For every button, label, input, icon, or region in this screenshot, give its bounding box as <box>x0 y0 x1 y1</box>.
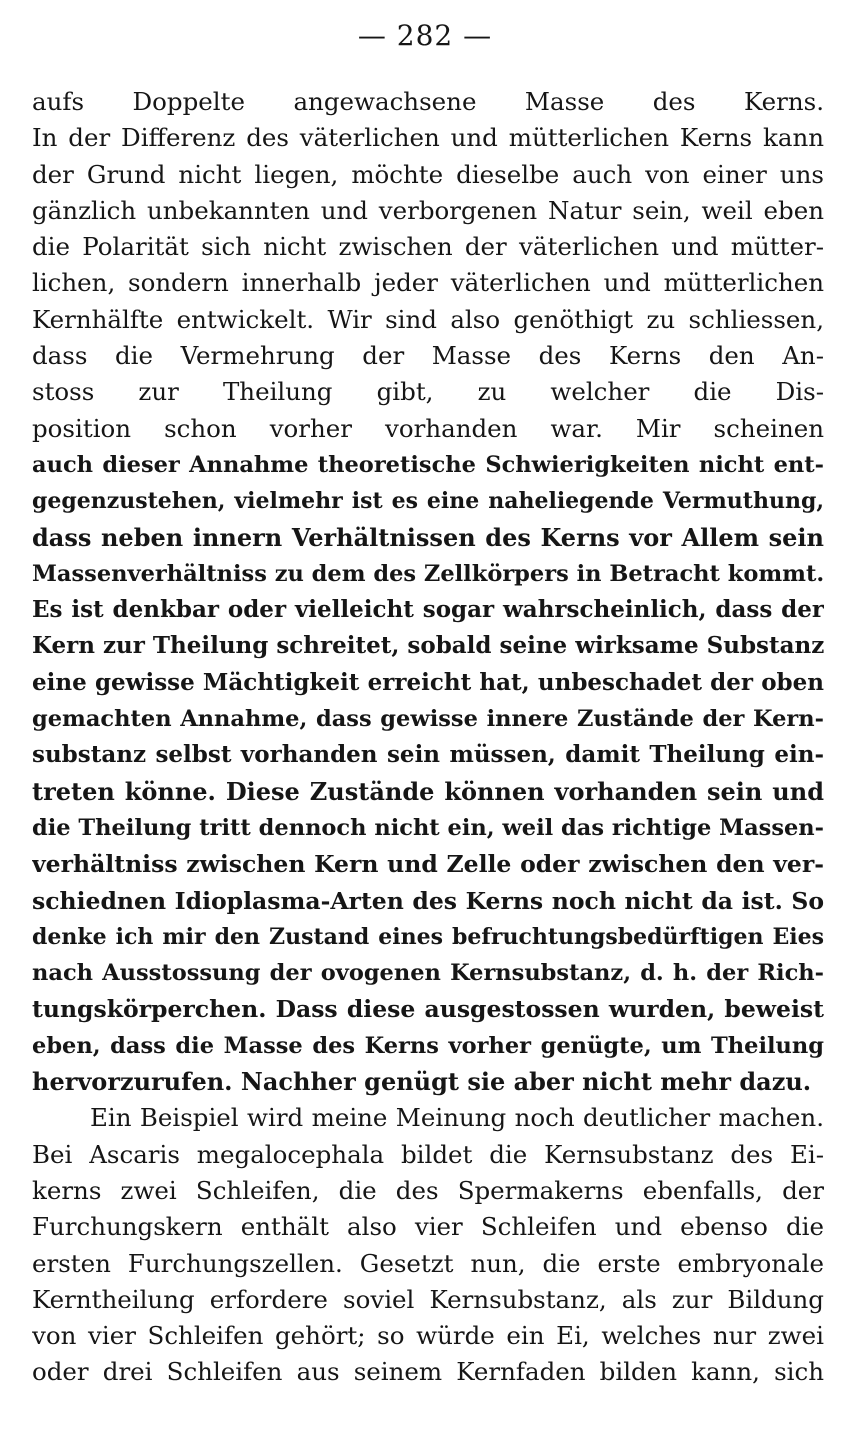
text-line: position schon vorher vorhanden war. Mir scheinen <box>32 413 824 443</box>
text-line: Es ist denkbar oder vielleicht sogar wahrscheinlich, dass der <box>32 596 824 624</box>
text-line: Massenverhältniss zu dem des Zellkörpers in Betracht kommt. <box>32 560 824 587</box>
text-line: Kerntheilung erfordere soviel Kernsubstanz, als zur Bildung <box>32 1284 824 1314</box>
text-line: Kern zur Theilung schreitet, sobald seine wirksame Substanz <box>32 632 824 660</box>
text-line: stoss zur Theilung gibt, zu welcher die Dis- <box>32 377 824 407</box>
text-line: Furchungskern enthält also vier Schleifen und ebenso die <box>32 1212 824 1242</box>
text-line: eine gewisse Mächtigkeit erreicht hat, unbeschadet der oben <box>32 668 824 696</box>
text-line: substanz selbst vorhanden sein müssen, damit Theilung ein- <box>32 741 824 769</box>
text-line: dass neben innern Verhältnissen des Kerns vor Allem sein <box>32 522 824 552</box>
text-line: hervorzurufen. Nachher genügt sie aber nicht mehr dazu. <box>32 1067 812 1097</box>
text-line: Ein Beispiel wird meine Meinung noch deutlicher machen. <box>90 1103 824 1133</box>
text-line: ersten Furchungszellen. Gesetzt nun, die erste embryonale <box>32 1248 824 1278</box>
text-line: eben, dass die Masse des Kerns vorher genügte, um Theilung <box>32 1032 824 1059</box>
text-line: dass die Vermehrung der Masse des Kerns den An- <box>32 341 824 371</box>
text-line: Bei Ascaris megalocephala bildet die Kernsubstanz des Ei- <box>32 1139 824 1169</box>
text-line: der Grund nicht liegen, möchte dieselbe auch von einer uns <box>32 159 824 189</box>
text-line: tungskörperchen. Dass diese ausgestossen wurden, beweist <box>32 995 824 1024</box>
text-line: Kernhälfte entwickelt. Wir sind also genöthigt zu schliessen, <box>32 304 824 334</box>
text-line: nach Ausstossung der ovogenen Kernsubstanz, d. h. der Rich- <box>32 960 824 987</box>
text-line: gänzlich unbekannten und verborgenen Natur sein, weil eben <box>32 195 824 225</box>
text-line: In der Differenz des väterlichen und mütterlichen Kerns kann <box>32 123 824 153</box>
text-line: kerns zwei Schleifen, die des Spermakerns ebenfalls, der <box>32 1175 824 1205</box>
text-line: schiednen Idioplasma-Arten des Kerns noch nicht da ist. So <box>32 886 824 915</box>
text-line: auch dieser Annahme theoretische Schwierigkeiten nicht ent- <box>32 451 824 478</box>
text-line: denke ich mir den Zustand eines befruchtungsbedürftigen Eies <box>32 923 824 950</box>
text-line: gegenzustehen, vielmehr ist es eine naheliegende Vermuthung, <box>32 488 824 515</box>
text-line: die Theilung tritt dennoch nicht ein, weil das richtige Massen- <box>32 814 824 841</box>
text-line: gemachten Annahme, dass gewisse innere Zustände der Kern- <box>32 706 824 733</box>
text-line: treten könne. Diese Zustände können vorhanden sein und <box>32 776 824 806</box>
text-line: von vier Schleifen gehört; so würde ein Ei, welches nur zwei <box>32 1321 824 1351</box>
text-line: aufs Doppelte angewachsene Masse des Kerns. <box>32 87 824 116</box>
body-text <box>32 84 824 1391</box>
text-line: verhältniss zwischen Kern und Zelle oder zwischen den ver- <box>32 850 824 879</box>
text-line: die Polarität sich nicht zwischen der väterlichen und mütter- <box>32 232 824 262</box>
page-number: — 282 — <box>357 19 493 52</box>
text-line: lichen, sondern innerhalb jeder väterlichen und mütterlichen <box>32 268 824 298</box>
text-line: oder drei Schleifen aus seinem Kernfaden bilden kann, sich <box>32 1357 824 1387</box>
